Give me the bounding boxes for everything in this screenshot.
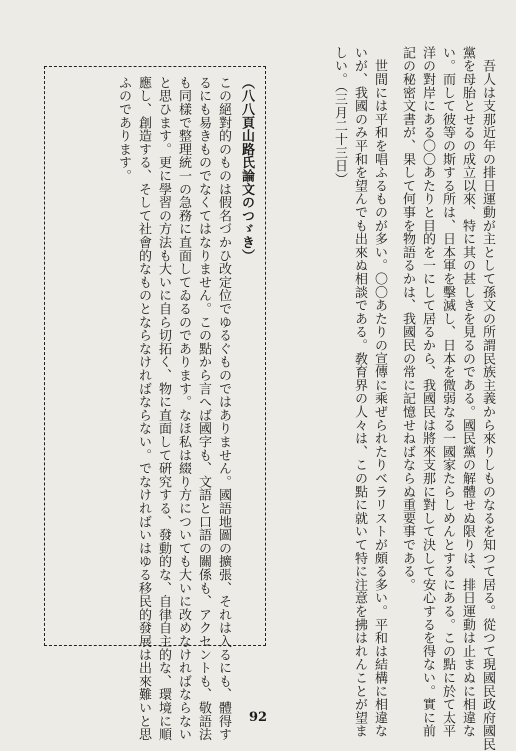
boxed-note-line: この絕對的のものは假名づかひ改定位でゆるぐものではありません。國語地圖の擴張、それは入るにも、體得す bbox=[216, 76, 231, 741]
boxed-note-line: ふのであります。 bbox=[116, 76, 131, 183]
boxed-note-line: るにも易きものでなくてはなりません。この點から言へば國字も、文語と口語の關係も、アクセントも、敬語法 bbox=[196, 76, 211, 741]
boxed-note-line: と思ひます。更に學習の方法も大いに自ら切拓く、物に直面して硏究する、發動的な、自律自主的な、環境に順 bbox=[156, 76, 171, 741]
main-text-line: い。而して彼等の斯する所は、日本軍を擊滅し、日本を微弱なる一國家たらしめんとするにある。この點に於て太平 bbox=[440, 46, 455, 738]
main-text-line: しい。（三月二十三日） bbox=[332, 46, 347, 186]
page-number: 92 bbox=[248, 710, 268, 725]
main-text-line: 吾人は支那近年の排日運動が主として孫文の所謂民族主義から來りしものなるを知つて居る。從つて現國民政府國民 bbox=[480, 46, 495, 751]
boxed-note-title: （八八頁山路氏論文のつゞき） bbox=[239, 76, 254, 263]
boxed-note-line: 應し、創造する、そして社會的なものとならなければならない。でなければいはゆる移民的發展は出來難いと思 bbox=[136, 76, 151, 741]
main-text-line: 洋の對岸にある〇〇あたりと目的を一にして居るから、我國民は將來支那に對して決して安心するを得ない。實に前 bbox=[420, 46, 435, 738]
boxed-note-line: も同樣で整理統一の急務に直面してゐるのであります。なほ私は綴り方についても大いに改めなければならない bbox=[176, 76, 191, 741]
main-text-line: 黨を母胎とせるの成立以來、特に其の甚しきを見るのである。國民黨の解體せぬ限りは、排日運動は止まぬに相違な bbox=[460, 46, 475, 738]
main-text-line: いが、我國のみ平和を望んでも出來ぬ相談である。敎育界の人々は、この點に就いて特に注意を拂はれんことが望ま bbox=[352, 46, 367, 738]
main-text-line: 記の秘密文書が、果して何事を物語るかは、我國民の常に記憶せねばならぬ重要事である。 bbox=[400, 46, 415, 592]
main-text-line: 世間には平和を唱ふるものが多い。〇〇あたりの宣傳に乘ぜられたりベラリストが頗る多い。平和は結構に相違な bbox=[372, 46, 387, 738]
